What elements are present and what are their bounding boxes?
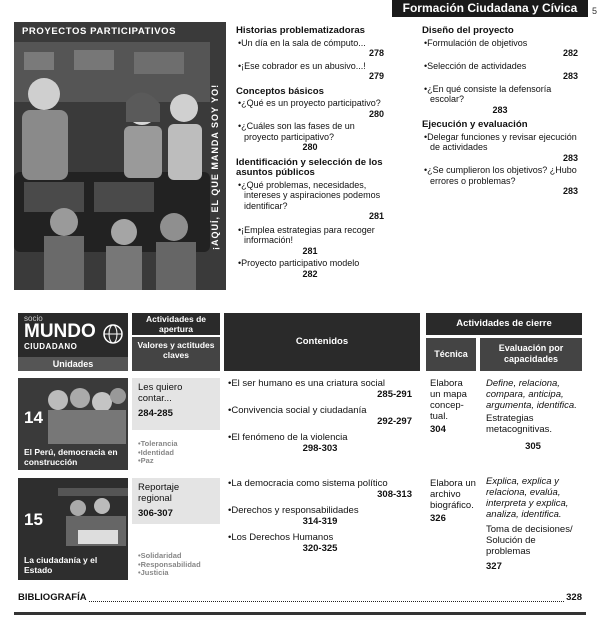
toc-item: • ¿Cuáles son las fases de un proyecto participativo? — [236, 121, 384, 142]
apertura-pages: 306-307 — [138, 508, 173, 519]
toc-item: • Selección de actividades — [422, 61, 578, 72]
logo-sub: CIUDADANO — [24, 342, 78, 351]
section-heading: Ejecución y evaluación — [422, 119, 528, 130]
unit-caption: El Perú, democracia en construcción — [24, 447, 118, 467]
toc-item: • ¡Emplea estrategias para recoger información! — [236, 225, 384, 246]
toc-page: 283 — [492, 104, 508, 115]
toc-page: 281 — [368, 211, 384, 221]
unit-number: 14 — [24, 408, 43, 427]
value-item: • Tolerancia — [138, 439, 178, 448]
contents-cell — [228, 478, 412, 554]
toc-page: 279 — [368, 71, 384, 81]
tecnica-page: 326 — [430, 513, 446, 524]
section-heading: Conceptos básicos — [236, 85, 324, 97]
apertura-pages: 284-285 — [138, 408, 173, 419]
bibliography-line — [18, 592, 582, 606]
col-header-contenidos: Contenidos — [224, 313, 420, 371]
toc-item: • Proyecto participativo modelo — [236, 258, 384, 269]
leader-dots — [18, 601, 582, 602]
content-pages: 320-325 — [302, 543, 338, 554]
value-item: • Solidaridad — [138, 551, 181, 560]
content-item: • Derechos y responsabilidades — [228, 505, 412, 516]
bibliography-label: BIBLIOGRAFÍA — [18, 592, 87, 603]
toc-page: 280 — [368, 108, 384, 119]
unit-caption: La ciudadanía y el Estado — [24, 555, 98, 575]
toc-item: • Formulación de objetivos — [422, 38, 578, 49]
toc-page: 282 — [562, 48, 578, 58]
col-header-cierre: Actividades de cierre — [426, 313, 582, 335]
contents-column-2 — [422, 26, 578, 197]
apertura-title: Les quiero contar... — [138, 382, 183, 404]
toc-item: • ¡Ese cobrador es un abusivo...! — [236, 61, 384, 72]
toc-item: • Un día en la sala de cómputo... — [236, 38, 384, 49]
content-item: • Convivencia social y ciudadanía — [228, 405, 412, 416]
page-number: 5 — [592, 6, 598, 16]
logo-top: socio — [24, 314, 43, 323]
col-header-apertura: Actividades de apertura — [132, 313, 220, 335]
content-item: • El fenómeno de la violencia — [228, 432, 412, 443]
apertura-cell — [132, 478, 220, 524]
unit-number: 15 — [24, 510, 43, 529]
apertura-cell — [132, 378, 220, 430]
toc-page: 283 — [562, 152, 578, 163]
col-header-evaluacion: Evaluación por capacidades — [480, 338, 582, 371]
section-heading: Historias problematizadoras — [236, 25, 366, 36]
values-list — [138, 552, 201, 578]
comic-illustration — [14, 22, 226, 290]
bibliography-page: 328 — [566, 592, 582, 603]
bottom-rule — [14, 612, 586, 615]
tecnica-cell — [430, 378, 474, 435]
subject-banner: Formación Ciudadana y Cívica — [392, 0, 588, 17]
col-header-valores: Valores y actitudes claves — [132, 337, 220, 371]
value-item: • Responsabilidad — [138, 560, 201, 569]
tecnica-cell — [430, 478, 480, 524]
toc-item: • Delegar funciones y revisar ejecución de actividades — [422, 132, 578, 153]
col-header-tecnica: Técnica — [426, 338, 476, 371]
toc-item: • ¿En qué consiste la defensoría escolar? — [422, 84, 578, 105]
toc-page: 278 — [368, 48, 384, 58]
toc-page: 281 — [302, 245, 318, 256]
tecnica-text: Elabora un archivo biográfico. — [430, 478, 476, 511]
eval-verbs: Explica, explica y relaciona, evalúa, interpreta y explica, analiza, identifica. — [486, 476, 569, 520]
contents-column-1 — [236, 26, 384, 279]
content-pages: 314-319 — [302, 516, 338, 527]
values-list — [138, 440, 178, 466]
evaluacion-cell — [486, 476, 580, 572]
toc-page: 280 — [302, 142, 318, 152]
comic-scene-drawing — [14, 22, 226, 290]
eval-page: 305 — [525, 441, 541, 452]
content-pages: 298-303 — [302, 443, 338, 454]
content-item: • Los Derechos Humanos — [228, 532, 412, 543]
section-heading: Identificación y selección de los asuntos públicos — [236, 156, 383, 178]
value-item: • Identidad — [138, 448, 174, 457]
content-pages: 308-313 — [377, 489, 412, 500]
logo-main: MUNDO — [24, 321, 96, 342]
toc-page: 283 — [562, 186, 578, 196]
panel-title: PROYECTOS PARTICIPATIVOS — [22, 26, 177, 37]
unit-14-thumbnail — [18, 378, 128, 470]
eval-verbs: Define, relaciona, compara, anticipa, argumenta, identifica. — [486, 378, 577, 411]
toc-page: 283 — [562, 71, 578, 81]
value-item: • Paz — [138, 456, 154, 465]
evaluacion-cell — [486, 378, 580, 452]
toc-page: 282 — [302, 268, 318, 279]
section-heading: Diseño del proyecto — [422, 25, 514, 36]
content-pages: 292-297 — [377, 416, 412, 427]
toc-item: • ¿Qué problemas, necesidades, intereses y aspiraciones podemos identificar? — [236, 180, 384, 212]
tecnica-page: 304 — [430, 424, 446, 435]
panel-vertical-caption: ¡AQUÍ, EL QUE MANDA SOY YO! — [210, 83, 220, 251]
socio-mundo-logo — [18, 313, 128, 357]
apertura-title: Reportaje regional — [138, 482, 180, 504]
contents-cell — [228, 378, 412, 454]
globe-icon — [102, 323, 124, 345]
value-item: • Justicia — [138, 568, 169, 577]
content-item: • La democracia como sistema político — [228, 478, 412, 489]
content-pages: 285-291 — [377, 389, 412, 400]
eval-page: 327 — [486, 561, 502, 572]
content-item: • El ser humano es una criatura social — [228, 378, 412, 389]
toc-item: • ¿Se cumplieron los objetivos? ¿Hubo errores o problemas? — [422, 165, 578, 186]
tecnica-text: Elabora un mapa concep-tual. — [430, 378, 467, 422]
toc-item: • ¿Qué es un proyecto participativo? — [236, 98, 384, 109]
units-header: Unidades — [18, 357, 128, 371]
eval-strategy: Estrategias metacognitivas. — [486, 413, 553, 435]
unit-15-thumbnail — [18, 478, 128, 580]
eval-strategy: Toma de decisiones/ Solución de problemas — [486, 524, 573, 557]
